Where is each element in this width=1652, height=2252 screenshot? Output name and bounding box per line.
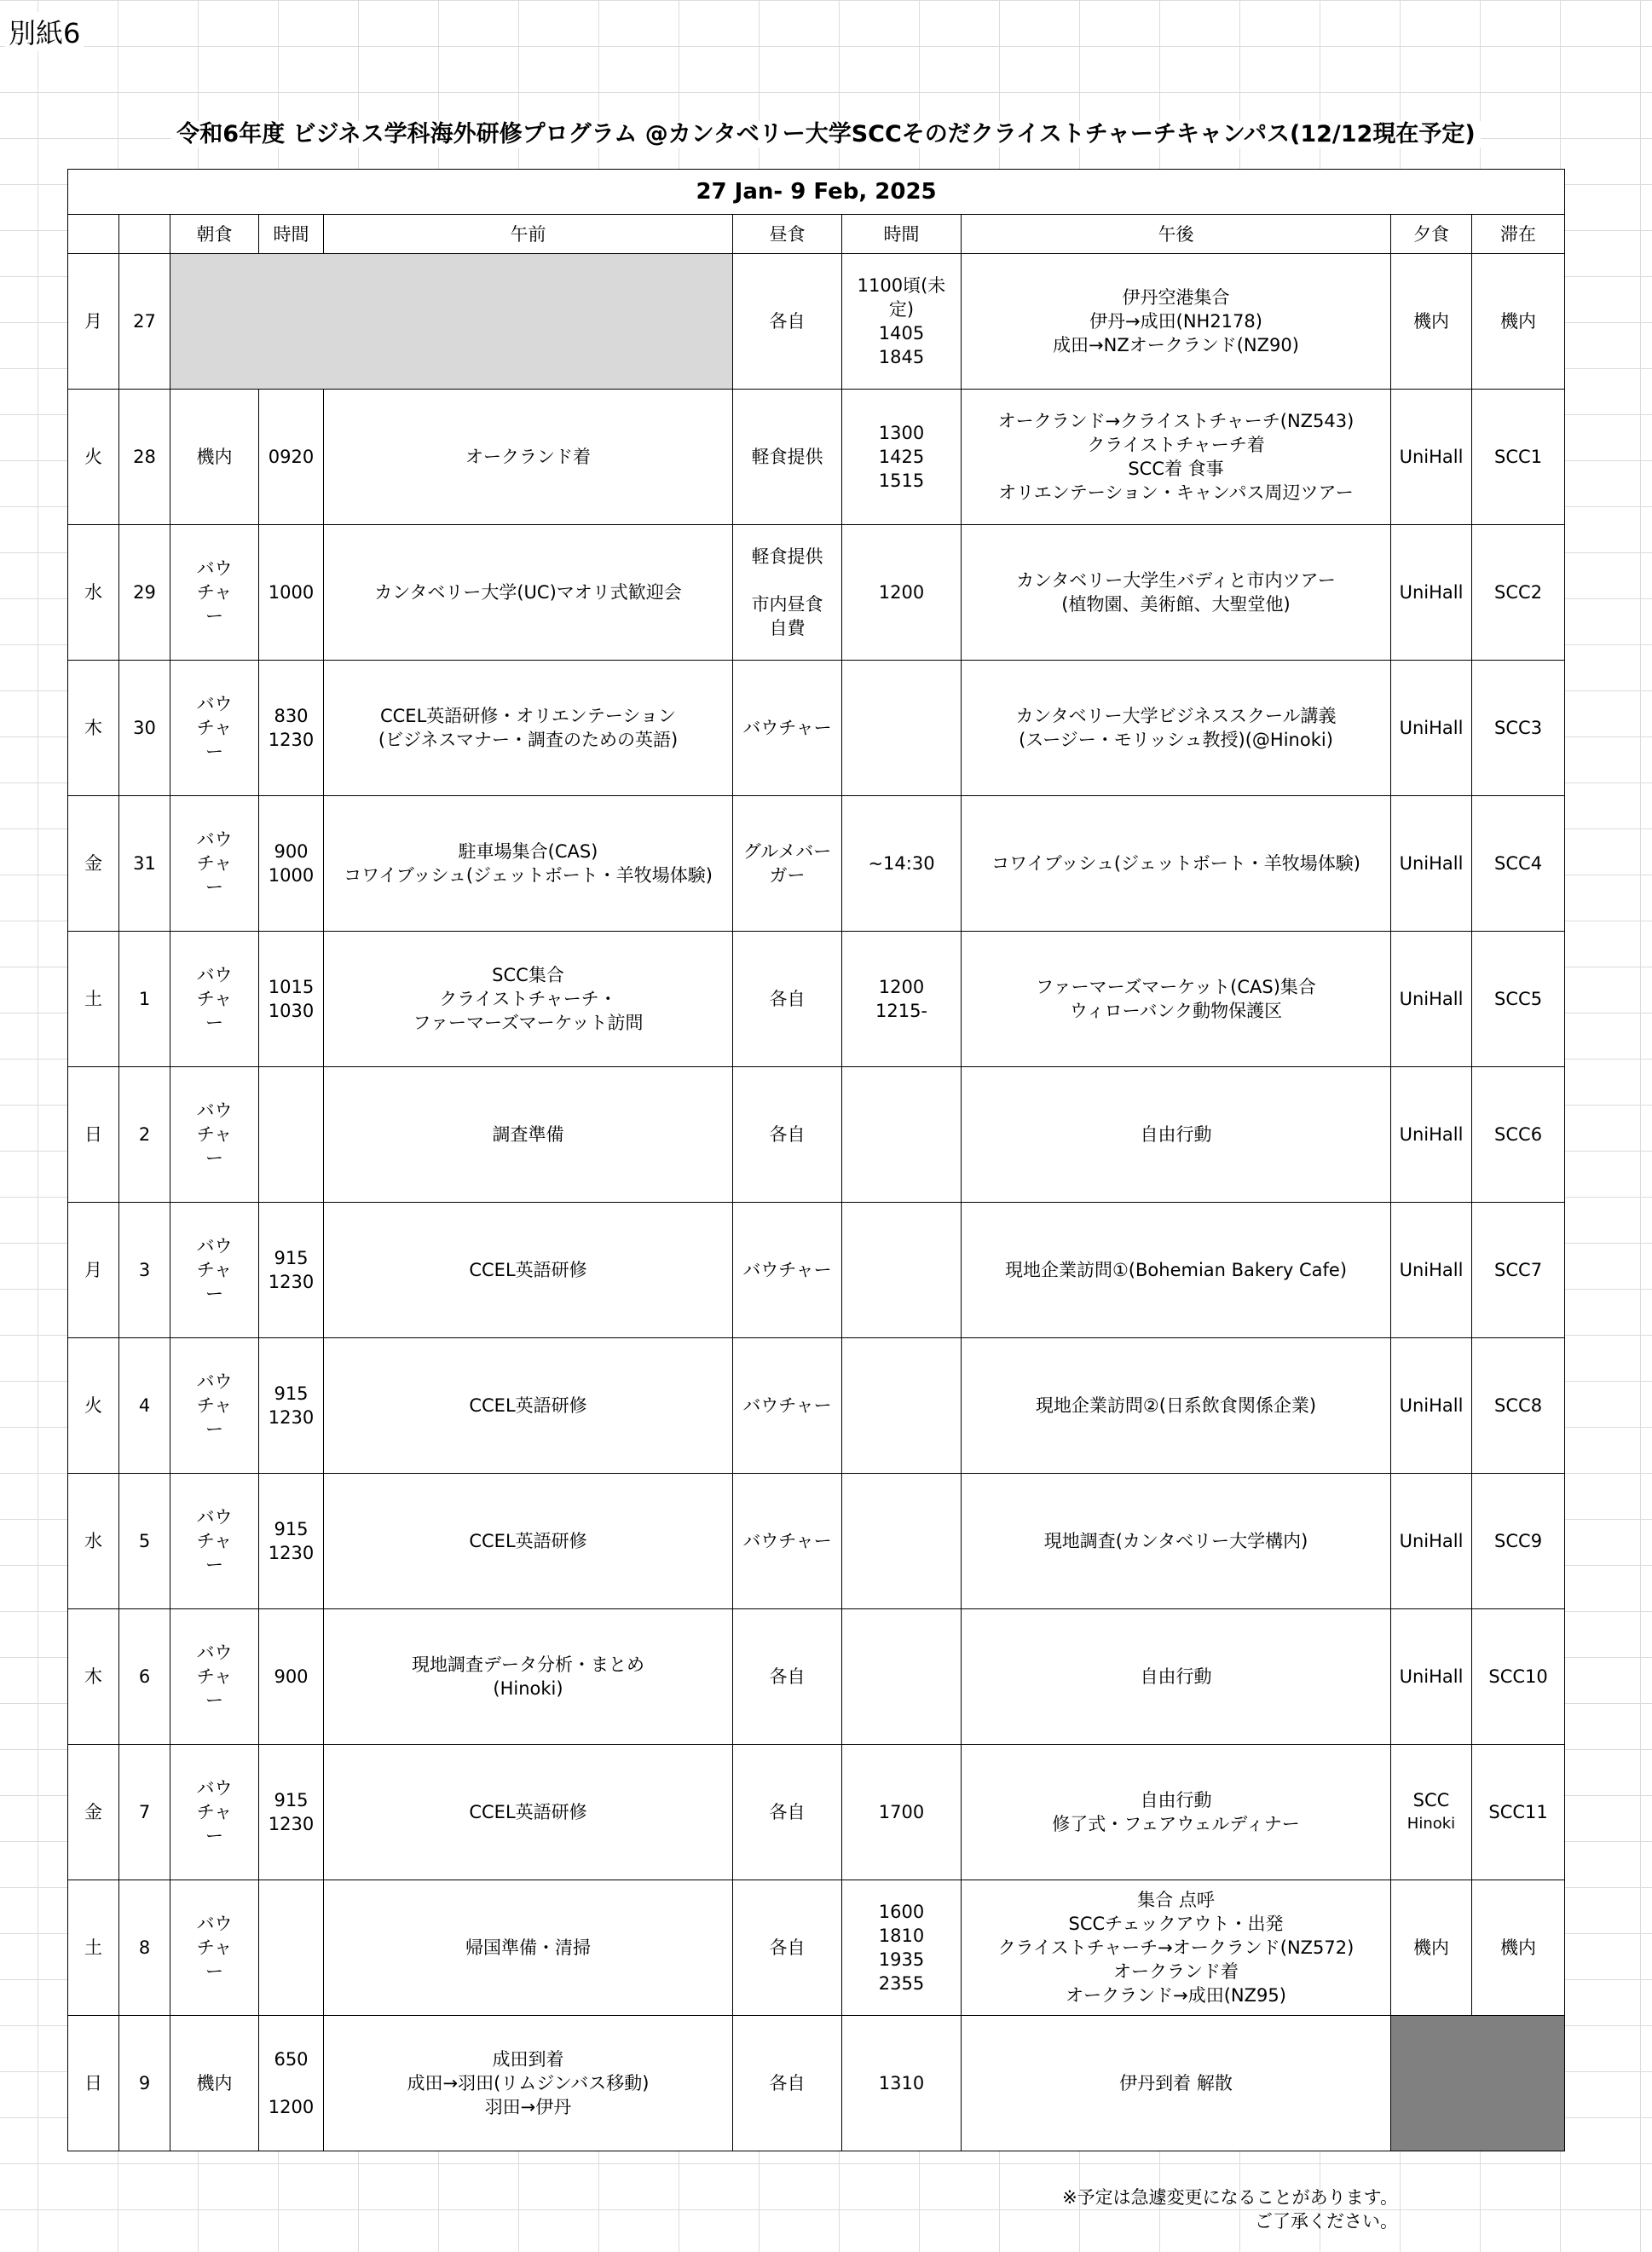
afternoon-activity-line: ファーマーズマーケット(CAS)集合 — [1036, 977, 1316, 997]
morning-time-line: 1000 — [268, 582, 315, 603]
afternoon-time-line: 1935 — [878, 1949, 925, 1970]
afternoon-time — [842, 525, 962, 661]
header-dinner: 夕食 — [1391, 215, 1472, 254]
afternoon-time — [842, 1880, 962, 2016]
lunch-line: バウチャー — [742, 1395, 832, 1416]
morning-time — [259, 932, 324, 1067]
afternoon-activity — [962, 2016, 1391, 2151]
afternoon-activity-line: クライストチャーチ着 — [1087, 435, 1265, 455]
afternoon-activity-line: 集合 点呼 — [1137, 1890, 1215, 1910]
schedule-row — [68, 1338, 1565, 1474]
afternoon-time-line: 1810 — [878, 1926, 925, 1946]
lunch-line: 各自 — [769, 1666, 806, 1687]
period-header: 27 Jan- 9 Feb, 2025 — [68, 170, 1565, 215]
breakfast-text: バウチャー — [196, 558, 233, 627]
afternoon-time-line: 1515 — [878, 471, 925, 491]
stay: SCC4 — [1472, 796, 1565, 932]
afternoon-activity-line: SCCチェックアウト・出発 — [1068, 1914, 1284, 1934]
dinner — [1391, 661, 1472, 796]
breakfast-text: 機内 — [196, 447, 233, 467]
morning-time-line: 1200 — [268, 2097, 315, 2117]
afternoon-activity-line: ウィローバンク動物保護区 — [1069, 1001, 1283, 1021]
afternoon-activity-line: 現地企業訪問①(Bohemian Bakery Cafe) — [1004, 1260, 1348, 1280]
morning-time-line: 830 — [274, 706, 309, 726]
afternoon-time — [842, 1609, 962, 1745]
breakfast-text: バウチャー — [196, 1914, 233, 1982]
schedule-row — [68, 1880, 1565, 2016]
afternoon-activity-line: 自由行動 — [1140, 1790, 1212, 1810]
dinner-text: UniHall — [1399, 853, 1464, 874]
morning-activity-line: 成田到着 — [492, 2049, 564, 2070]
morning-time-line: 1230 — [268, 730, 315, 750]
breakfast — [170, 1745, 259, 1880]
afternoon-activity-line: 伊丹→成田(NH2178) — [1089, 311, 1262, 332]
lunch — [733, 525, 842, 661]
morning-time-line: 900 — [274, 1666, 309, 1687]
breakfast — [170, 2016, 259, 2151]
morning-activity — [324, 932, 733, 1067]
dinner-text: UniHall — [1399, 1124, 1464, 1145]
afternoon-activity — [962, 932, 1391, 1067]
lunch — [733, 1203, 842, 1338]
stay: SCC11 — [1472, 1745, 1565, 1880]
afternoon-activity-line: 自由行動 — [1140, 1666, 1212, 1687]
morning-activity — [324, 1880, 733, 2016]
lunch — [733, 1474, 842, 1609]
afternoon-activity — [962, 661, 1391, 796]
schedule-row — [68, 2016, 1565, 2151]
breakfast-text: バウチャー — [196, 1100, 233, 1169]
morning-activity-line: ファーマーズマーケット訪問 — [413, 1013, 644, 1033]
afternoon-activity-line: カンタベリー大学生バディと市内ツアー — [1016, 570, 1336, 591]
afternoon-time-line: 1215- — [875, 1001, 928, 1021]
schedule-table — [67, 169, 1565, 2151]
dinner — [1391, 390, 1472, 525]
lunch-line: 各自 — [769, 989, 806, 1009]
dinner-text: UniHall — [1399, 1531, 1464, 1551]
lunch-line: 各自 — [769, 1802, 806, 1822]
date: 3 — [119, 1203, 170, 1338]
schedule-row — [68, 254, 1565, 390]
period-row — [68, 170, 1565, 215]
dinner-text: SCC — [1412, 1790, 1450, 1810]
day-of-week: 月 — [68, 254, 119, 390]
afternoon-time-line: 1845 — [878, 347, 925, 367]
afternoon-time-line: 1200 — [878, 977, 925, 997]
morning-activity-line: (ビジネスマナー・調査のための英語) — [378, 730, 679, 750]
dinner-subtext: Hinoki — [1407, 1815, 1456, 1833]
morning-time-line: 915 — [274, 1790, 309, 1810]
afternoon-time — [842, 1474, 962, 1609]
afternoon-time-line: 1200 — [878, 582, 925, 603]
stay: SCC5 — [1472, 932, 1565, 1067]
page-title — [0, 115, 1652, 148]
morning-activity-line: CCEL英語研修 — [469, 1802, 587, 1822]
stay: SCC10 — [1472, 1609, 1565, 1745]
day-of-week: 金 — [68, 796, 119, 932]
lunch — [733, 1609, 842, 1745]
breakfast-text: バウチャー — [196, 694, 233, 762]
morning-activity-line: CCEL英語研修・オリエンテーション — [379, 706, 677, 726]
afternoon-time — [842, 390, 962, 525]
date: 6 — [119, 1609, 170, 1745]
afternoon-activity-line: 成田→NZオークランド(NZ90) — [1053, 335, 1299, 355]
dinner-text: UniHall — [1399, 1260, 1464, 1280]
dinner-text: 機内 — [1413, 311, 1449, 332]
afternoon-activity-line: (スージー・モリッシュ教授)(@Hinoki) — [1019, 730, 1333, 750]
afternoon-time — [842, 1067, 962, 1203]
day-of-week: 金 — [68, 1745, 119, 1880]
morning-time-line: 915 — [274, 1383, 309, 1404]
afternoon-activity — [962, 390, 1391, 525]
column-header-row — [68, 215, 1565, 254]
morning-time-line: 1230 — [268, 1543, 315, 1563]
morning-activity — [324, 1203, 733, 1338]
breakfast-text: バウチャー — [196, 1507, 233, 1575]
morning-activity-line: コワイブッシュ(ジェットボート・羊牧場体験) — [344, 865, 713, 886]
stay: SCC1 — [1472, 390, 1565, 525]
morning-time — [259, 1609, 324, 1745]
breakfast — [170, 1067, 259, 1203]
dinner — [1391, 1338, 1472, 1474]
day-of-week: 木 — [68, 661, 119, 796]
morning-time-line: 650 — [274, 2049, 309, 2070]
breakfast-text: バウチャー — [196, 965, 233, 1033]
afternoon-activity — [962, 525, 1391, 661]
date: 31 — [119, 796, 170, 932]
dinner-text: UniHall — [1399, 447, 1464, 467]
afternoon-time-line: 1600 — [878, 1902, 925, 1922]
header-afternoon: 午後 — [962, 215, 1391, 254]
afternoon-activity — [962, 1609, 1391, 1745]
morning-activity — [324, 2016, 733, 2151]
lunch-line: 軽食提供 — [751, 447, 823, 467]
lunch-line: 市内昼食 — [751, 594, 823, 615]
morning-activity — [324, 1609, 733, 1745]
afternoon-time — [842, 1745, 962, 1880]
afternoon-activity — [962, 1203, 1391, 1338]
morning-activity — [324, 1067, 733, 1203]
afternoon-activity — [962, 796, 1391, 932]
dinner — [1391, 1474, 1472, 1609]
morning-time-line: 1230 — [268, 1407, 315, 1428]
afternoon-activity-line: クライストチャーチ→オークランド(NZ572) — [997, 1937, 1355, 1958]
header-time-am: 時間 — [259, 215, 324, 254]
morning-activity-line: 成田→羽田(リムジンバス移動) — [407, 2073, 650, 2093]
dinner-text: UniHall — [1399, 582, 1464, 603]
morning-time — [259, 525, 324, 661]
breakfast — [170, 661, 259, 796]
morning-activity — [324, 661, 733, 796]
lunch-line: 各自 — [769, 311, 806, 332]
schedule-row — [68, 796, 1565, 932]
morning-activity — [324, 1338, 733, 1474]
stay: 機内 — [1472, 1880, 1565, 2016]
afternoon-activity-line: 自由行動 — [1140, 1124, 1212, 1145]
breakfast — [170, 1474, 259, 1609]
date: 27 — [119, 254, 170, 390]
dinner — [1391, 254, 1472, 390]
dinner-text: UniHall — [1399, 718, 1464, 738]
lunch — [733, 1338, 842, 1474]
lunch — [733, 390, 842, 525]
morning-time-line: 1230 — [268, 1272, 315, 1292]
dinner-text: UniHall — [1399, 1395, 1464, 1416]
breakfast — [170, 1609, 259, 1745]
schedule-row — [68, 1474, 1565, 1609]
morning-activity-line: SCC集合 — [492, 965, 564, 985]
dinner — [1391, 525, 1472, 661]
morning-time — [259, 1880, 324, 2016]
afternoon-time-line: 2355 — [878, 1973, 925, 1994]
afternoon-time — [842, 796, 962, 932]
day-of-week: 火 — [68, 390, 119, 525]
breakfast — [170, 390, 259, 525]
afternoon-activity-line: 伊丹空港集合 — [1122, 287, 1230, 308]
morning-activity-line: CCEL英語研修 — [469, 1531, 587, 1551]
header-stay: 滞在 — [1472, 215, 1565, 254]
date: 8 — [119, 1880, 170, 2016]
header-blank-dow — [68, 215, 119, 254]
breakfast — [170, 1880, 259, 2016]
breakfast — [170, 525, 259, 661]
schedule-row — [68, 1609, 1565, 1745]
footnote — [852, 2186, 1398, 2233]
afternoon-time — [842, 661, 962, 796]
dinner — [1391, 1203, 1472, 1338]
schedule-row — [68, 661, 1565, 796]
schedule-row — [68, 1067, 1565, 1203]
day-of-week: 木 — [68, 1609, 119, 1745]
footnote-line: ※予定は急遽変更になることがあります。 — [1062, 2187, 1398, 2208]
morning-time — [259, 661, 324, 796]
dinner — [1391, 932, 1472, 1067]
morning-time-line — [263, 2071, 320, 2095]
schedule-row — [68, 1745, 1565, 1880]
schedule-body — [68, 254, 1565, 2151]
date: 30 — [119, 661, 170, 796]
header-blank-date — [119, 215, 170, 254]
dinner — [1391, 1745, 1472, 1880]
date: 4 — [119, 1338, 170, 1474]
breakfast-text: 機内 — [196, 2073, 233, 2093]
morning-activity-line: (Hinoki) — [493, 1678, 563, 1699]
afternoon-time-line: 1405 — [878, 323, 925, 344]
lunch-line: バウチャー — [742, 718, 832, 738]
morning-time-line: 0920 — [268, 447, 315, 467]
afternoon-time — [842, 2016, 962, 2151]
day-of-week: 日 — [68, 2016, 119, 2151]
stay: SCC9 — [1472, 1474, 1565, 1609]
footnote-line: ご了承ください。 — [1255, 2211, 1398, 2232]
morning-activity-line: クライストチャーチ・ — [439, 989, 617, 1009]
lunch-line: 各自 — [769, 2073, 806, 2093]
morning-activity — [324, 1474, 733, 1609]
dinner — [1391, 1609, 1472, 1745]
morning-time-line: 915 — [274, 1248, 309, 1268]
morning-activity-line: CCEL英語研修 — [469, 1260, 587, 1280]
day-of-week: 火 — [68, 1338, 119, 1474]
afternoon-activity-line: オークランド→成田(NZ95) — [1066, 1985, 1286, 2006]
date: 29 — [119, 525, 170, 661]
schedule-row — [68, 525, 1565, 661]
header-lunch: 昼食 — [733, 215, 842, 254]
morning-time-line: 1000 — [268, 865, 315, 886]
afternoon-activity — [962, 1067, 1391, 1203]
day-of-week: 日 — [68, 1067, 119, 1203]
afternoon-activity-line: 現地調査(カンタベリー大学構内) — [1043, 1531, 1308, 1551]
breakfast — [170, 932, 259, 1067]
breakfast-text: バウチャー — [196, 1778, 233, 1846]
lunch-line: 軽食提供 — [751, 546, 823, 567]
no-stay-block — [1391, 2016, 1565, 2151]
morning-activity — [324, 796, 733, 932]
lunch-line: 各自 — [769, 1124, 806, 1145]
header-breakfast: 朝食 — [170, 215, 259, 254]
morning-activity — [324, 525, 733, 661]
dinner — [1391, 1880, 1472, 2016]
morning-time-line: 1015 — [268, 977, 315, 997]
afternoon-time — [842, 1203, 962, 1338]
date: 9 — [119, 2016, 170, 2151]
afternoon-activity — [962, 1338, 1391, 1474]
morning-activity-line: 駐車場集合(CAS) — [458, 841, 598, 862]
morning-time — [259, 1745, 324, 1880]
dinner-text: UniHall — [1399, 989, 1464, 1009]
dinner-text: UniHall — [1399, 1666, 1464, 1687]
lunch — [733, 1880, 842, 2016]
afternoon-activity-line: 修了式・フェアウェルディナー — [1052, 1814, 1300, 1834]
morning-time — [259, 1338, 324, 1474]
day-of-week: 水 — [68, 1474, 119, 1609]
lunch-line: バウチャー — [742, 1531, 832, 1551]
dinner — [1391, 1067, 1472, 1203]
afternoon-time — [842, 254, 962, 390]
morning-activity-line: CCEL英語研修 — [469, 1395, 587, 1416]
afternoon-time-line: 1310 — [878, 2073, 925, 2093]
stay: SCC3 — [1472, 661, 1565, 796]
afternoon-activity-line: 伊丹到着 解散 — [1119, 2073, 1233, 2093]
breakfast-text: バウチャー — [196, 1371, 233, 1440]
lunch — [733, 932, 842, 1067]
header-morning: 午前 — [324, 215, 733, 254]
lunch-line: グルメバーガー — [742, 841, 832, 886]
lunch-line: バウチャー — [742, 1260, 832, 1280]
morning-activity — [324, 390, 733, 525]
lunch-line: 自費 — [769, 618, 806, 638]
morning-time-line: 915 — [274, 1519, 309, 1539]
afternoon-time — [842, 932, 962, 1067]
date: 7 — [119, 1745, 170, 1880]
afternoon-activity — [962, 1880, 1391, 2016]
day-of-week: 水 — [68, 525, 119, 661]
document-label: 別紙6 — [5, 12, 84, 51]
morning-time — [259, 1474, 324, 1609]
day-of-week: 月 — [68, 1203, 119, 1338]
header-time-pm: 時間 — [842, 215, 962, 254]
stay: SCC6 — [1472, 1067, 1565, 1203]
date: 1 — [119, 932, 170, 1067]
afternoon-activity-line: カンタベリー大学ビジネススクール講義 — [1015, 706, 1337, 726]
afternoon-activity-line: (植物園、美術館、大聖堂他) — [1061, 594, 1291, 615]
dinner-text: 機内 — [1413, 1937, 1449, 1958]
breakfast — [170, 1203, 259, 1338]
morning-time-line: 1030 — [268, 1001, 315, 1021]
page-title-text: 令和6年度 ビジネス学科海外研修プログラム @カンタベリー大学SCCそのだクライストチャーチキャンパス(12/12現在予定) — [171, 121, 1480, 147]
breakfast — [170, 796, 259, 932]
afternoon-activity-line: SCC着 食事 — [1128, 459, 1224, 479]
day-of-week: 土 — [68, 1880, 119, 2016]
afternoon-activity-line: コワイブッシュ(ジェットボート・羊牧場体験) — [991, 853, 1360, 874]
breakfast — [170, 1338, 259, 1474]
date: 5 — [119, 1474, 170, 1609]
afternoon-time-line: 1700 — [878, 1802, 925, 1822]
dinner — [1391, 796, 1472, 932]
afternoon-time-line: 1425 — [878, 447, 925, 467]
schedule-row — [68, 390, 1565, 525]
date: 2 — [119, 1067, 170, 1203]
morning-time — [259, 390, 324, 525]
morning-activity-line: 羽田→伊丹 — [484, 2097, 572, 2117]
breakfast-text: バウチャー — [196, 829, 233, 898]
afternoon-time — [842, 1338, 962, 1474]
afternoon-activity-line: 現地企業訪問②(日系飲食関係企業) — [1035, 1395, 1317, 1416]
no-schedule-block — [170, 254, 733, 390]
lunch — [733, 1067, 842, 1203]
morning-time — [259, 796, 324, 932]
lunch — [733, 2016, 842, 2151]
schedule-row — [68, 1203, 1565, 1338]
afternoon-activity — [962, 1474, 1391, 1609]
afternoon-activity-line: オークランド着 — [1113, 1961, 1239, 1982]
breakfast-text: バウチャー — [196, 1236, 233, 1304]
afternoon-activity-line: オークランド→クライストチャーチ(NZ543) — [997, 411, 1355, 431]
afternoon-activity — [962, 254, 1391, 390]
lunch — [733, 1745, 842, 1880]
stay: SCC8 — [1472, 1338, 1565, 1474]
lunch-line: 各自 — [769, 1937, 806, 1958]
stay: SCC7 — [1472, 1203, 1565, 1338]
lunch — [733, 254, 842, 390]
schedule-row — [68, 932, 1565, 1067]
morning-time — [259, 1067, 324, 1203]
morning-activity-line: カンタベリー大学(UC)マオリ式歓迎会 — [374, 582, 682, 603]
morning-activity — [324, 1745, 733, 1880]
breakfast-text: バウチャー — [196, 1643, 233, 1711]
afternoon-activity — [962, 1745, 1391, 1880]
afternoon-time-line: 1100頃(未定) — [857, 275, 946, 320]
afternoon-activity-line: オリエンテーション・キャンパス周辺ツアー — [998, 482, 1354, 503]
afternoon-time-line: 1300 — [878, 423, 925, 443]
morning-time-line: 1230 — [268, 1814, 315, 1834]
morning-time — [259, 1203, 324, 1338]
day-of-week: 土 — [68, 932, 119, 1067]
morning-time — [259, 2016, 324, 2151]
morning-activity-line: 帰国準備・清掃 — [465, 1937, 591, 1958]
lunch-line — [736, 569, 838, 592]
morning-time-line: 900 — [274, 841, 309, 862]
morning-activity-line: オークランド着 — [465, 447, 591, 467]
stay: 機内 — [1472, 254, 1565, 390]
lunch — [733, 796, 842, 932]
date: 28 — [119, 390, 170, 525]
lunch — [733, 661, 842, 796]
stay: SCC2 — [1472, 525, 1565, 661]
morning-activity-line: 現地調査データ分析・まとめ — [412, 1654, 644, 1675]
morning-activity-line: 調査準備 — [492, 1124, 564, 1145]
afternoon-time-line: ~14:30 — [868, 853, 935, 874]
